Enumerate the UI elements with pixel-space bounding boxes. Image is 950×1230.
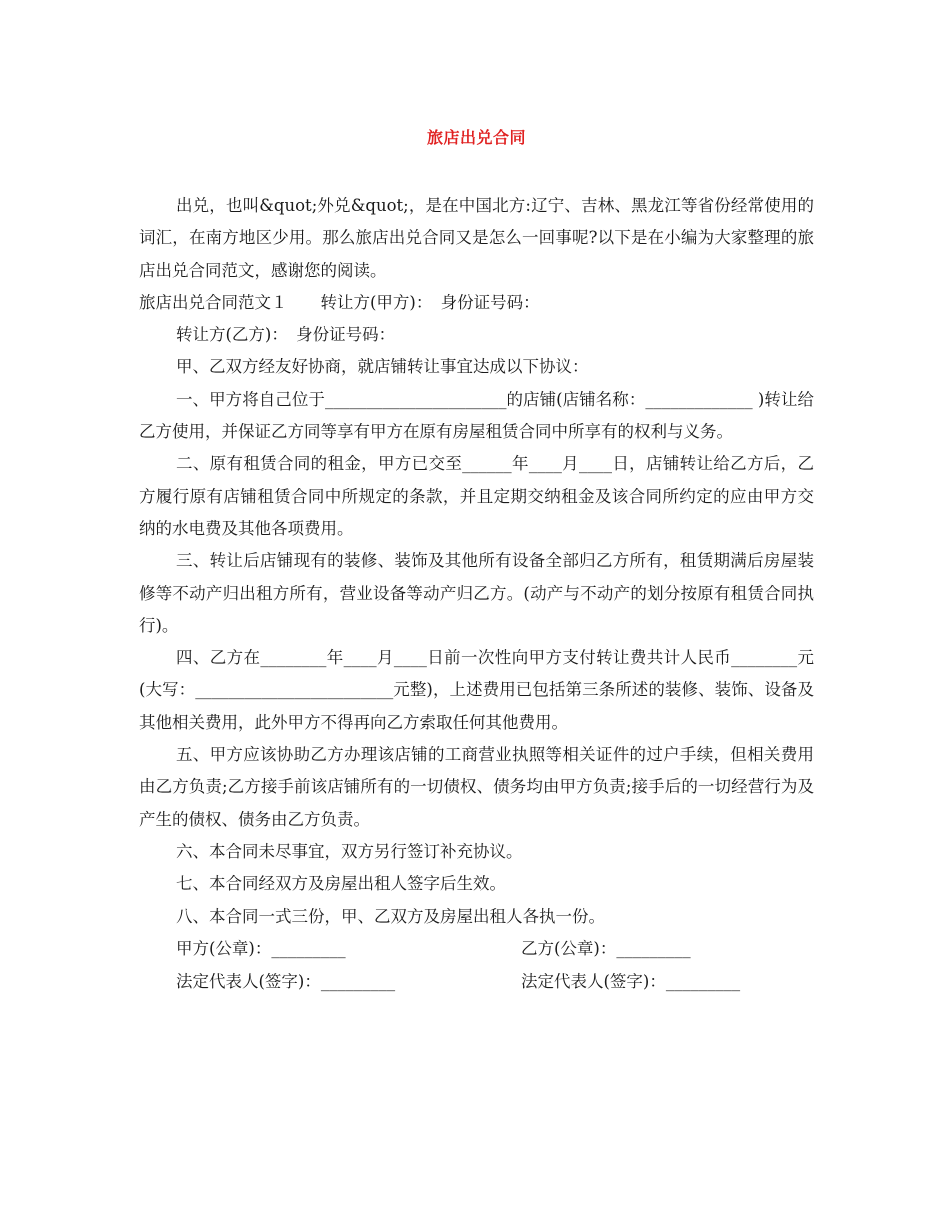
party-b-line: 转让方(乙方)： 身份证号码： xyxy=(176,325,396,345)
party-a-seal: 甲方(公章)：_________ xyxy=(176,938,346,958)
signature-row-seal xyxy=(139,933,814,966)
clause-7: 七、本合同经双方及房屋出租人签字后生效。 xyxy=(176,874,506,894)
clause-4: 四、乙方在________年____月____日前一次性向甲方支付转让费共计人民币________元(大写：________________________元整)，上述费用已包括第三条所述的装修、装饰、设备及其他相关费用，此外甲方不得再向乙方索取任何其他费用。 xyxy=(139,648,814,732)
signature-row-representative xyxy=(139,966,814,999)
clause-6: 六、本合同未尽事宜，双方另行签订补充协议。 xyxy=(176,841,523,861)
sample-heading-line: 旅店出兑合同范文１ 转让方(甲方)： 身份证号码： xyxy=(139,292,540,312)
clause-3: 三、转让后店铺现有的装修、装饰及其他所有设备全部归乙方所有，租赁期满后房屋装修等不动产归出租方所有，营业设备等动产归乙方。(动产与不动产的划分按原有租赁合同执行)。 xyxy=(139,551,814,635)
agreement-preamble: 甲、乙双方经友好协商，就店铺转让事宜达成以下协议： xyxy=(176,357,589,377)
party-b-seal: 乙方(公章)：_________ xyxy=(521,938,691,958)
clause-8: 八、本合同一式三份，甲、乙双方及房屋出租人各执一份。 xyxy=(176,906,605,926)
party-a-representative: 法定代表人(签字)：_________ xyxy=(176,971,396,991)
party-b-representative: 法定代表人(签字)：_________ xyxy=(521,971,741,991)
clause-2: 二、原有租赁合同的租金，甲方已交至______年____月____日，店铺转让给乙方后，乙方履行原有店铺租赁合同中所规定的条款，并且定期交纳租金及该合同所约定的应由甲方交纳的水电费及其他各项费用。 xyxy=(139,454,814,538)
clause-1: 一、甲方将自己位于______________________的店铺(店铺名称：_____________ )转让给乙方使用，并保证乙方同等享有甲方在原有房屋租赁合同中所享有的权利与义务。 xyxy=(139,389,814,442)
document-body xyxy=(139,190,814,999)
intro-paragraph: 出兑，也叫&quot;外兑&quot;，是在中国北方:辽宁、吉林、黑龙江等省份经常使用的词汇，在南方地区少用。那么旅店出兑合同又是怎么一回事呢?以下是在小编为大家整理的旅店出兑合同范文，感谢您的阅读。 xyxy=(139,196,814,280)
document-title: 旅店出兑合同 xyxy=(426,128,526,147)
clause-5: 五、甲方应该协助乙方办理该店铺的工商营业执照等相关证件的过户手续，但相关费用由乙方负责;乙方接手前该店铺所有的一切债权、债务均由甲方负责;接手后的一切经营行为及产生的债权、债务由乙方负责。 xyxy=(139,745,814,829)
